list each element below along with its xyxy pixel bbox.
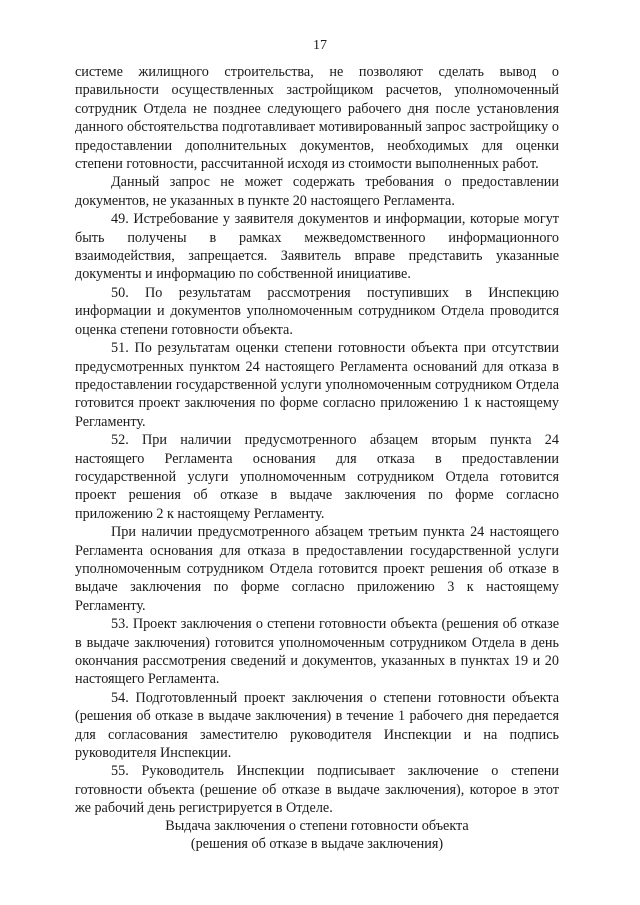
paragraph-50: 50. По результатам рассмотрения поступивших в Инспекцию информации и документов уполномоченным сотрудником Отдела проводится оценка степени готовности объекта.: [75, 284, 559, 338]
paragraph-52: 52. При наличии предусмотренного абзацем вторым пункта 24 настоящего Регламента основания для отказа в предоставлении государственной услуги уполномоченным сотрудником Отдела готовится проект решения об отказе в выдаче заключения по форме согласно приложению 2 к настоящему Регламенту.: [75, 432, 559, 522]
paragraph-continuation: системе жилищного строительства, не позволяют сделать вывод о правильности осуществленных застройщиком расчетов, уполномоченный сотрудник Отдела не позднее следующего рабочего дня после установления данного обстоятельства подготавливает мотивированный запрос застройщику о предоставлении дополнительных документов, необходимых для оценки степени готовности, рассчитанной исходя из стоимости выполненных работ.: [75, 64, 559, 173]
document-body: [75, 63, 559, 818]
paragraph-51: 51. По результатам оценки степени готовности объекта при отсутствии предусмотренных пунктом 24 настоящего Регламента оснований для отказа в предоставлении государственной услуги уполномоченным сотрудником Отдела готовится проект заключения по форме согласно приложению 1 к настоящему Регламенту.: [75, 340, 559, 430]
page-number: 17: [313, 38, 327, 53]
paragraph-55: 55. Руководитель Инспекции подписывает заключение о степени готовности объекта (решение об отказе в выдаче заключения), которое в этот же рабочий день регистрируется в Отделе.: [75, 763, 559, 817]
section-heading-line-1: Выдача заключения о степени готовности объекта: [165, 818, 469, 834]
paragraph-53: 53. Проект заключения о степени готовности объекта (решения об отказе в выдаче заключения) готовится уполномоченным сотрудником Отдела в день окончания рассмотрения сведений и документов, указанных в пунктах 19 и 20 настоящего Регламента.: [75, 616, 559, 688]
section-heading: [75, 817, 559, 854]
paragraph-request-limits: Данный запрос не может содержать требования о предоставлении документов, не указанных в пункте 20 настоящего Регламента.: [75, 174, 559, 209]
section-heading-line-2: (решения об отказе в выдаче заключения): [190, 836, 444, 853]
paragraph-49: 49. Истребование у заявителя документов и информации, которые могут быть получены в рамках межведомственного информационного взаимодействия, запрещается. Заявитель вправе представить указанные документы и информацию по собственной инициативе.: [75, 211, 559, 283]
paragraph-54: 54. Подготовленный проект заключения о степени готовности объекта (решения об отказе в выдаче заключения) в течение 1 рабочего дня передается для согласования заместителю руководителя Инспекции и на подпись руководителя Инспекции.: [75, 689, 559, 762]
paragraph-52-second: При наличии предусмотренного абзацем третьим пункта 24 настоящего Регламента основания для отказа в предоставлении государственной услуги уполномоченным сотрудником Отдела готовится проект решения об отказе в выдаче заключения по форме согласно приложению 3 к настоящему Регламенту.: [75, 524, 559, 614]
